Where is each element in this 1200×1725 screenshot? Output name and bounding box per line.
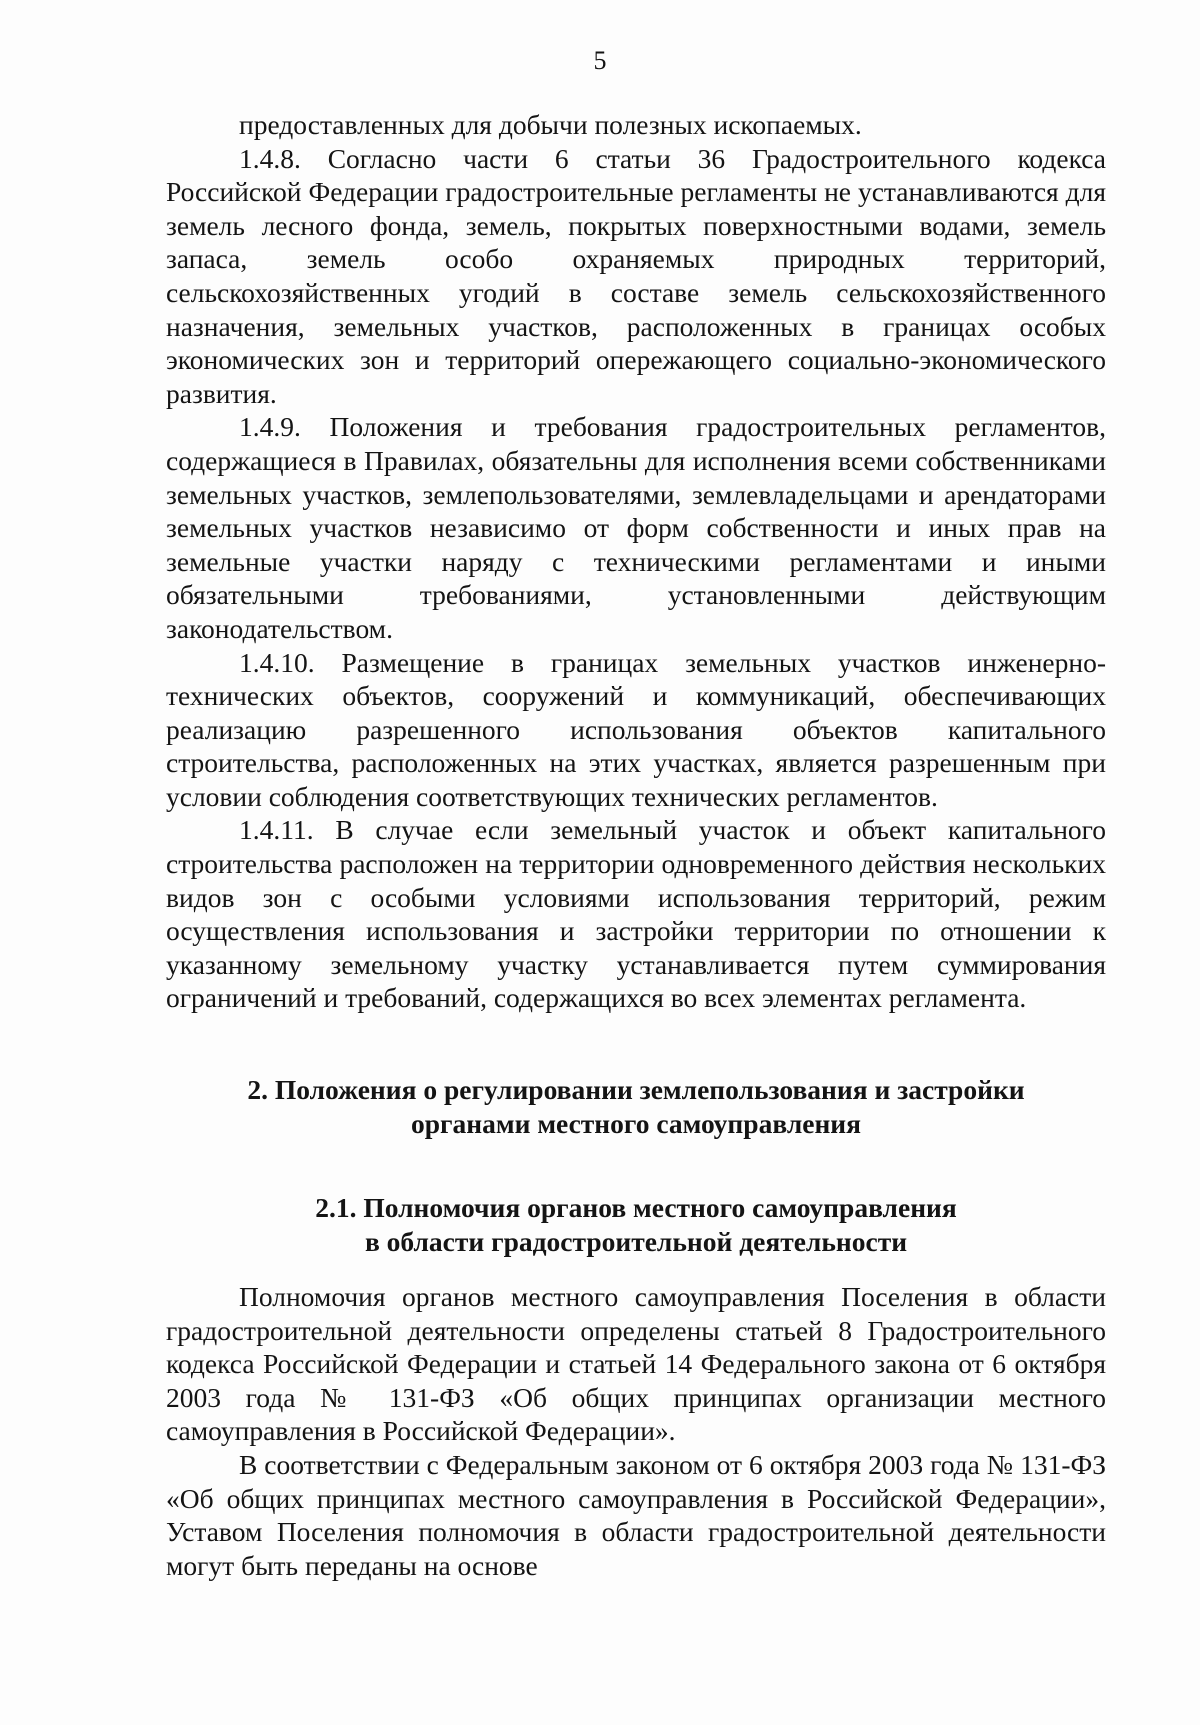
section-1-4-continuation <box>166 108 1106 1015</box>
section-2-1-body <box>166 1280 1106 1582</box>
paragraph-federal-law: В соответствии с Федеральным законом от 6 октября 2003 года № 131-ФЗ «Об общих принципах местного самоуправления в Российской Федерации», Уставом Поселения полномочия в области градостроительной деятельности могут быть переданы на основе <box>166 1448 1106 1581</box>
paragraph-1-4-9: 1.4.9. Положения и требования градостроительных регламентов, содержащиеся в Правилах, обязательны для исполнения всеми собственниками земельных участков, землепользователями, землевладельцами и арендаторами земельных участков независимо от форм собственности и иных прав на земельные участки наряду с техническими регламентами и иными обязательными требованиями, установленными действующим законодательством. <box>166 411 1106 644</box>
section-2-title-line1: 2. Положения о регулировании землепользования и застройки <box>247 1074 1025 1105</box>
paragraph-continuation: предоставленных для добычи полезных ископаемых. <box>239 109 862 140</box>
paragraph-1-4-11: 1.4.11. В случае если земельный участок и объект капитального строительства расположен на территории одновременного действия нескольких видов зон с особыми условиями использования территорий, режим осуществления использования и застройки территории по отношении к указанному земельному участку устанавливается путем суммирования ограничений и требований, содержащихся во всех элементах регламента. <box>166 814 1106 1014</box>
section-2-title-line2: органами местного самоуправления <box>410 1108 862 1139</box>
section-2-1-title-line2: в области градостроительной деятельности <box>364 1226 908 1257</box>
page-number: 5 <box>593 46 607 75</box>
paragraph-1-4-10: 1.4.10. Размещение в границах земельных участков инженерно-технических объектов, сооружений и коммуникаций, обеспечивающих реализацию разрешенного использования объектов капитального строительства, расположенных на этих участках, является разрешенным при условии соблюдения соответствующих технических регламентов. <box>166 646 1106 812</box>
paragraph-1-4-8: 1.4.8. Согласно части 6 статьи 36 Градостроительного кодекса Российской Федерации градостроительные регламенты не устанавливаются для земель лесного фонда, земель, покрытых поверхностными водами, земель запаса, земель особо охраняемых природных территорий, сельскохозяйственных угодий в составе земель сельскохозяйственного назначения, земельных участков, расположенных в границах особых экономических зон и территорий опережающего социально-экономического развития. <box>166 142 1106 409</box>
section-2-heading <box>166 1073 1106 1141</box>
section-2-1-heading <box>166 1191 1106 1259</box>
section-2-1-title-line1: 2.1. Полномочия органов местного самоуправления <box>315 1192 957 1223</box>
paragraph-powers: Полномочия органов местного самоуправления Поселения в области градостроительной деятельности определены статьей 8 Градостроительного кодекса Российской Федерации и статьей 14 Федерального закона от 6 октября 2003 года № 131-ФЗ «Об общих принципах организации местного самоуправления в Российской Федерации». <box>166 1281 1106 1447</box>
